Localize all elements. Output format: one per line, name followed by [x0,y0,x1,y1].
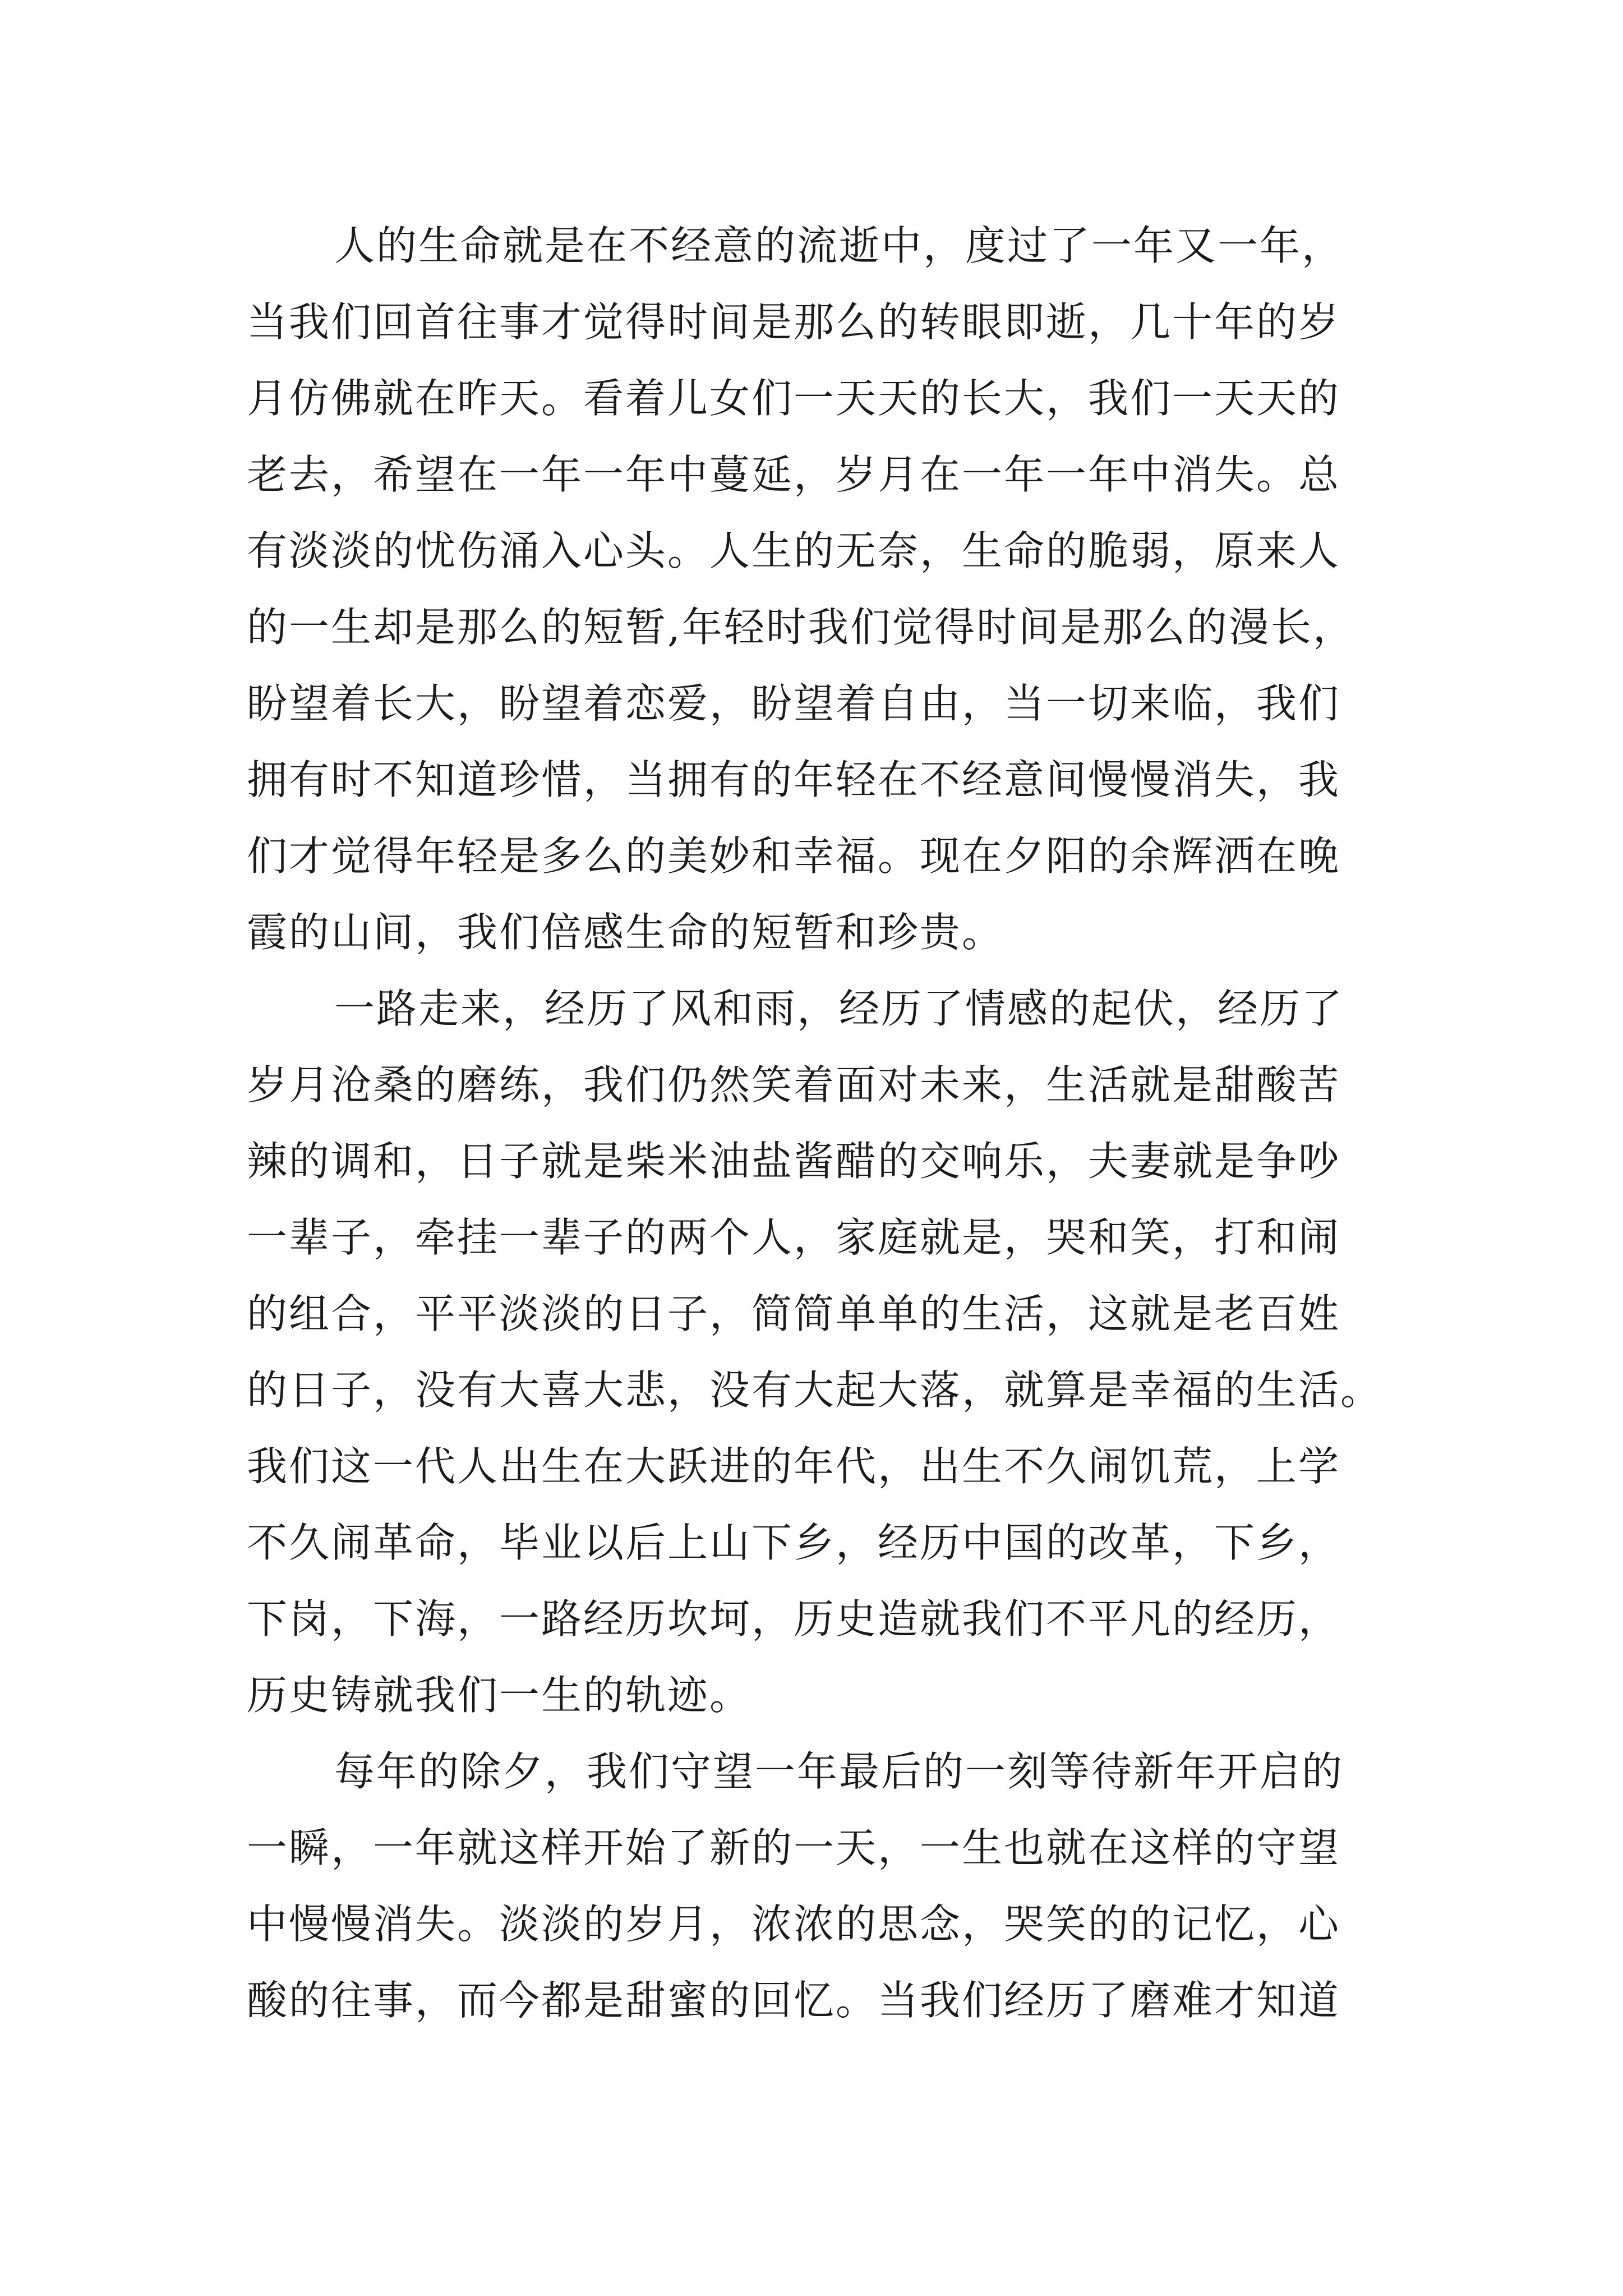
document-body [247,208,1391,2039]
paragraph-1 [247,208,1391,970]
text-line: 辣的调和，日子就是柴米油盐酱醋的交响乐，夫妻就是争吵 [247,1138,1341,1185]
text-line: 当我们回首往事才觉得时间是那么的转眼即逝，几十年的岁 [247,298,1341,346]
text-line: 有淡淡的忧伤涌入心头。人生的无奈，生命的脆弱，原来人 [247,527,1341,574]
text-line: 们才觉得年轻是多么的美妙和幸福。现在夕阳的余辉洒在晚 [247,832,1341,880]
text-line: 盼望着长大，盼望着恋爱，盼望着自由，当一切来临，我们 [247,680,1341,727]
paragraph-2 [247,970,1391,1733]
text-line: 一辈子，牵挂一辈子的两个人，家庭就是，哭和笑，打和闹 [247,1214,1341,1261]
text-line: 月仿佛就在昨天。看着儿女们一天天的长大，我们一天天的 [247,375,1341,422]
text-line: 下岗，下海，一路经历坎坷，历史造就我们不平凡的经历， [247,1595,1341,1642]
text-line: 岁月沧桑的磨练，我们仍然笑着面对未来，生活就是甜酸苦 [247,1061,1341,1108]
text-line: 的日子，没有大喜大悲，没有大起大落，就算是幸福的生活。 [247,1366,1383,1414]
text-line: 不久闹革命，毕业以后上山下乡，经历中国的改革，下乡， [247,1519,1341,1566]
text-line: 酸的往事，而今都是甜蜜的回忆。当我们经历了磨难才知道 [247,1977,1341,2024]
text-line: 人的生命就是在不经意的流逝中，度过了一年又一年， [334,222,1344,269]
text-line: 我们这一代人出生在大跃进的年代，出生不久闹饥荒，上学 [247,1443,1341,1490]
text-line: 一路走来，经历了风和雨，经历了情感的起伏，经历了 [334,985,1344,1032]
text-line: 中慢慢消失。淡淡的岁月，浓浓的思念，哭笑的的记忆，心 [247,1901,1341,1948]
text-line: 每年的除夕，我们守望一年最后的一刻等待新年开启的 [334,1748,1344,1795]
text-line: 拥有时不知道珍惜，当拥有的年轻在不经意间慢慢消失，我 [247,756,1341,803]
text-line: 历史铸就我们一生的轨迹。 [247,1672,752,1719]
text-line: 老去，希望在一年一年中蔓延，岁月在一年一年中消失。总 [247,451,1341,498]
text-line: 霞的山间，我们倍感生命的短暂和珍贵。 [247,909,1004,956]
text-line: 的一生却是那么的短暂,年轻时我们觉得时间是那么的漫长， [247,604,1355,651]
text-line: 的组合，平平淡淡的日子，简简单单的生活，这就是老百姓 [247,1290,1341,1337]
paragraph-3 [247,1733,1391,2039]
text-line: 一瞬，一年就这样开始了新的一天，一生也就在这样的守望 [247,1824,1341,1871]
